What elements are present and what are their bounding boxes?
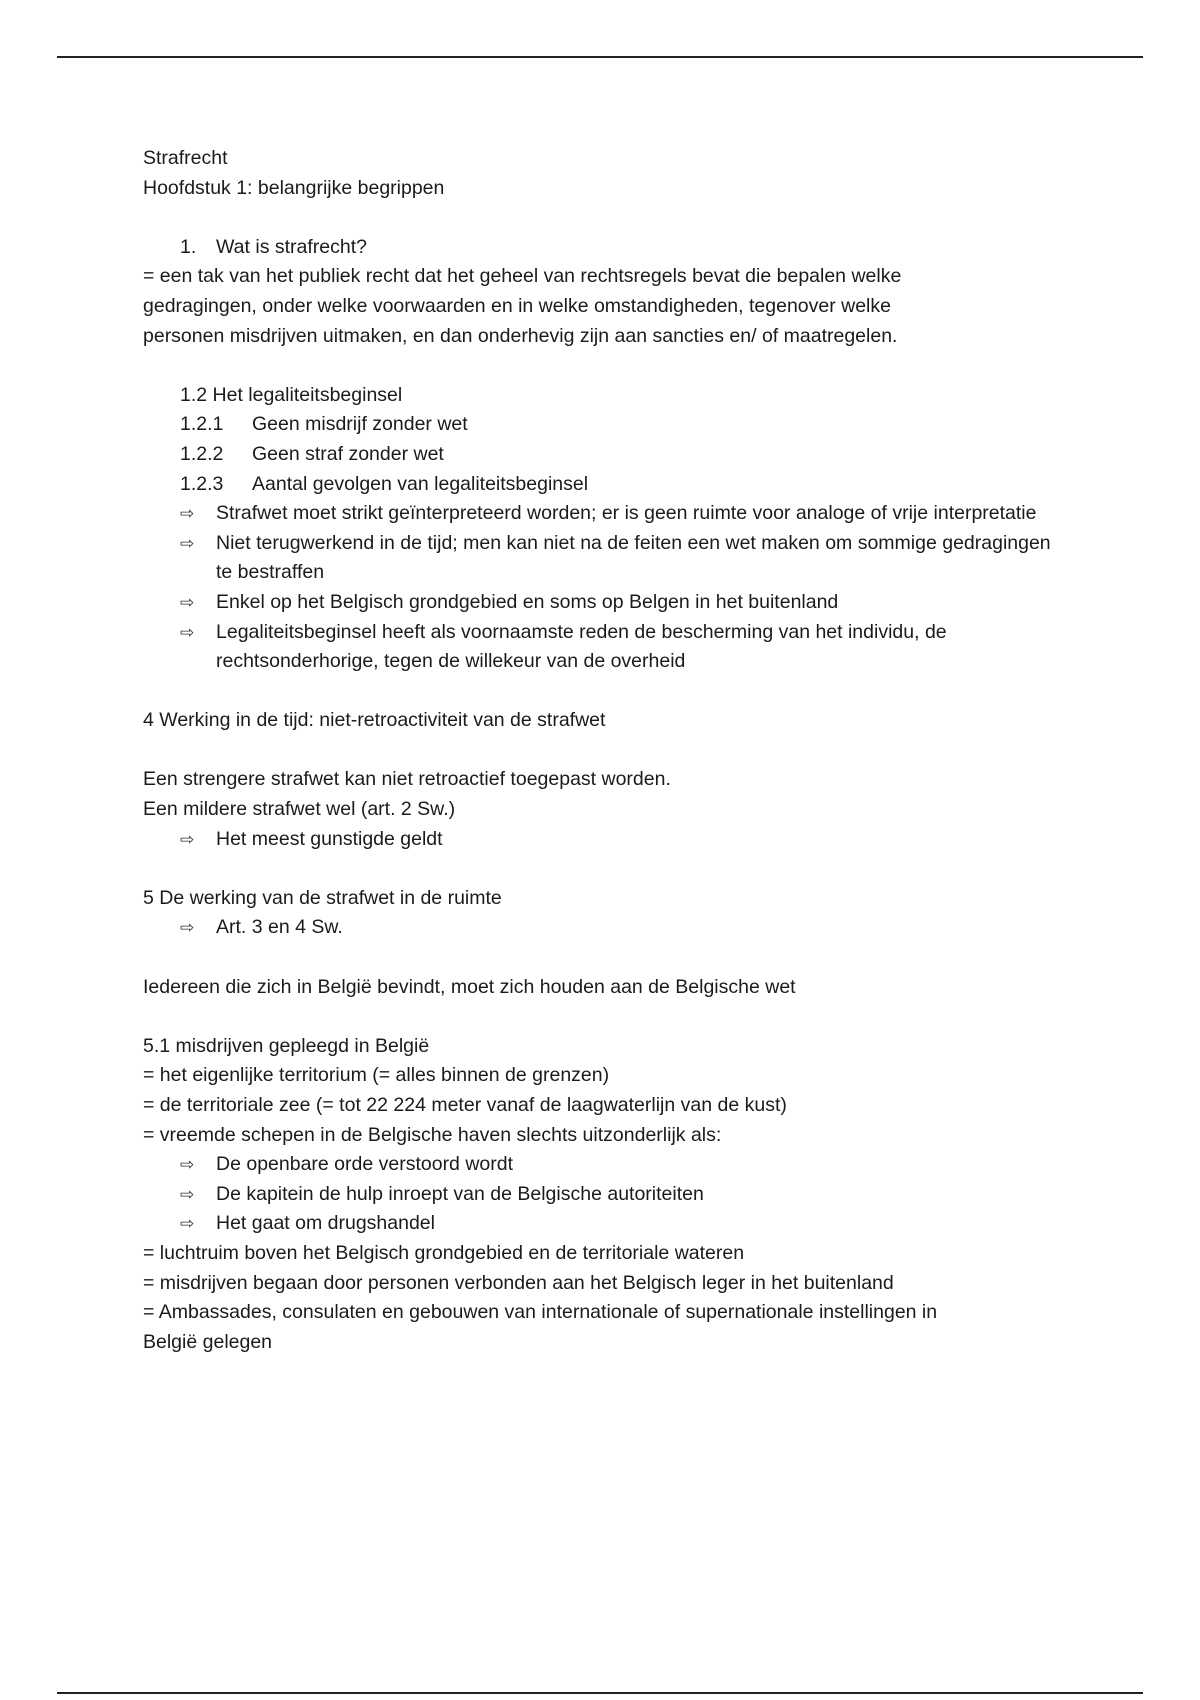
- bullet-item: [143, 499, 1063, 529]
- paragraph-line: = de territoriale zee (= tot 22 224 meter vanaf de laagwaterlijn van de kust): [143, 1094, 787, 1116]
- spacer: [143, 1002, 1063, 1032]
- paragraph-line: = Ambassades, consulaten en gebouwen van internationale of supernationale instellingen in: [143, 1301, 938, 1324]
- definition-line: personen misdrijven uitmaken, en dan onderhevig zijn aan sancties en/ of maatregelen.: [143, 324, 898, 347]
- section-5-1-heading: 5.1 misdrijven gepleegd in België: [143, 1034, 430, 1057]
- definition-line: = een tak van het publiek recht dat het geheel van rechtsregels bevat die bepalen welke: [143, 265, 902, 288]
- spacer: [143, 736, 1063, 766]
- paragraph-line: Een strengere strafwet kan niet retroactief toegepast worden.: [143, 768, 671, 791]
- spacer: [143, 854, 1063, 884]
- document-title: Strafrecht: [143, 147, 228, 169]
- paragraph-line: België gelegen: [143, 1330, 273, 1353]
- bullet-item: [143, 1150, 1063, 1180]
- bullet-text: Art. 3 en 4 Sw.: [216, 916, 343, 939]
- subsection-title: Geen straf zonder wet: [252, 442, 444, 465]
- subsection-item: [143, 440, 1063, 470]
- spacer: [143, 677, 1063, 707]
- paragraph-line: Een mildere strafwet wel (art. 2 Sw.): [143, 798, 456, 821]
- section-1-title: Wat is strafrecht?: [216, 235, 367, 258]
- subsection-number: 1.2.3: [180, 472, 224, 495]
- paragraph-line: = misdrijven begaan door personen verbonden aan het Belgisch leger in het buitenland: [143, 1271, 894, 1294]
- chapter-heading: Hoofdstuk 1: belangrijke begrippen: [143, 176, 445, 199]
- right-arrow-icon: ⇨: [180, 1184, 195, 1204]
- bullet-item: [143, 1209, 1063, 1239]
- bullet-item: [143, 529, 1063, 588]
- bullet-text: Het meest gunstigde geldt: [216, 827, 443, 850]
- bullet-text: Enkel op het Belgisch grondgebied en soms op Belgen in het buitenland: [216, 590, 839, 613]
- bullet-item: [143, 913, 1063, 943]
- definition-line: gedragingen, onder welke voorwaarden en in welke omstandigheden, tegenover welke: [143, 294, 891, 317]
- right-arrow-icon: ⇨: [180, 918, 195, 938]
- right-arrow-icon: ⇨: [180, 1155, 195, 1175]
- bullet-item: [143, 825, 1063, 855]
- right-arrow-icon: ⇨: [180, 533, 195, 553]
- spacer: [143, 943, 1063, 973]
- paragraph-line: = luchtruim boven het Belgisch grondgebied en de territoriale wateren: [143, 1241, 745, 1264]
- section-1-heading: [143, 233, 1063, 263]
- bullet-item: [143, 588, 1063, 618]
- subsection-title: Geen misdrijf zonder wet: [252, 413, 468, 436]
- bullet-item: [143, 1180, 1063, 1210]
- header-rule: [57, 56, 1143, 58]
- spacer: [143, 203, 1063, 233]
- paragraph-line: Iedereen die zich in België bevindt, moet zich houden aan de Belgische wet: [143, 975, 796, 998]
- subsection-item: [143, 470, 1063, 500]
- right-arrow-icon: ⇨: [180, 504, 195, 524]
- bullet-text: Niet terugwerkend in de tijd; men kan niet na de feiten een wet maken om sommige gedragingen te bestraffen: [216, 531, 1051, 584]
- spacer: [143, 351, 1063, 381]
- section-4-heading: 4 Werking in de tijd: niet-retroactiviteit van de strafwet: [143, 709, 606, 732]
- right-arrow-icon: ⇨: [180, 592, 195, 612]
- subsection-title: Aantal gevolgen van legaliteitsbeginsel: [252, 472, 589, 495]
- subsection-number: 1.2.2: [180, 442, 224, 465]
- right-arrow-icon: ⇨: [180, 1214, 195, 1234]
- bullet-text: De openbare orde verstoord wordt: [216, 1153, 514, 1176]
- subsection-item: [143, 410, 1063, 440]
- right-arrow-icon: ⇨: [180, 622, 195, 642]
- paragraph-line: = het eigenlijke territorium (= alles binnen de grenzen): [143, 1064, 610, 1087]
- section-5-heading: 5 De werking van de strafwet in de ruimte: [143, 886, 502, 909]
- document-body: [143, 144, 1063, 1357]
- right-arrow-icon: ⇨: [180, 829, 195, 849]
- paragraph-line: = vreemde schepen in de Belgische haven slechts uitzonderlijk als:: [143, 1123, 722, 1146]
- section-1-2-heading: 1.2 Het legaliteitsbeginsel: [180, 383, 403, 406]
- bullet-text: Legaliteitsbeginsel heeft als voornaamste reden de bescherming van het individu, de rechtsonderhorige, tegen de willekeur van de overheid: [216, 620, 947, 673]
- bullet-item: [143, 618, 1063, 677]
- footer-rule: [57, 1692, 1143, 1694]
- bullet-text: Het gaat om drugshandel: [216, 1212, 435, 1235]
- bullet-text: Strafwet moet strikt geïnterpreteerd worden; er is geen ruimte voor analoge of vrije interpretatie: [216, 502, 1037, 525]
- bullet-text: De kapitein de hulp inroept van de Belgische autoriteiten: [216, 1182, 704, 1205]
- section-1-number: 1.: [180, 235, 197, 258]
- subsection-number: 1.2.1: [180, 413, 224, 436]
